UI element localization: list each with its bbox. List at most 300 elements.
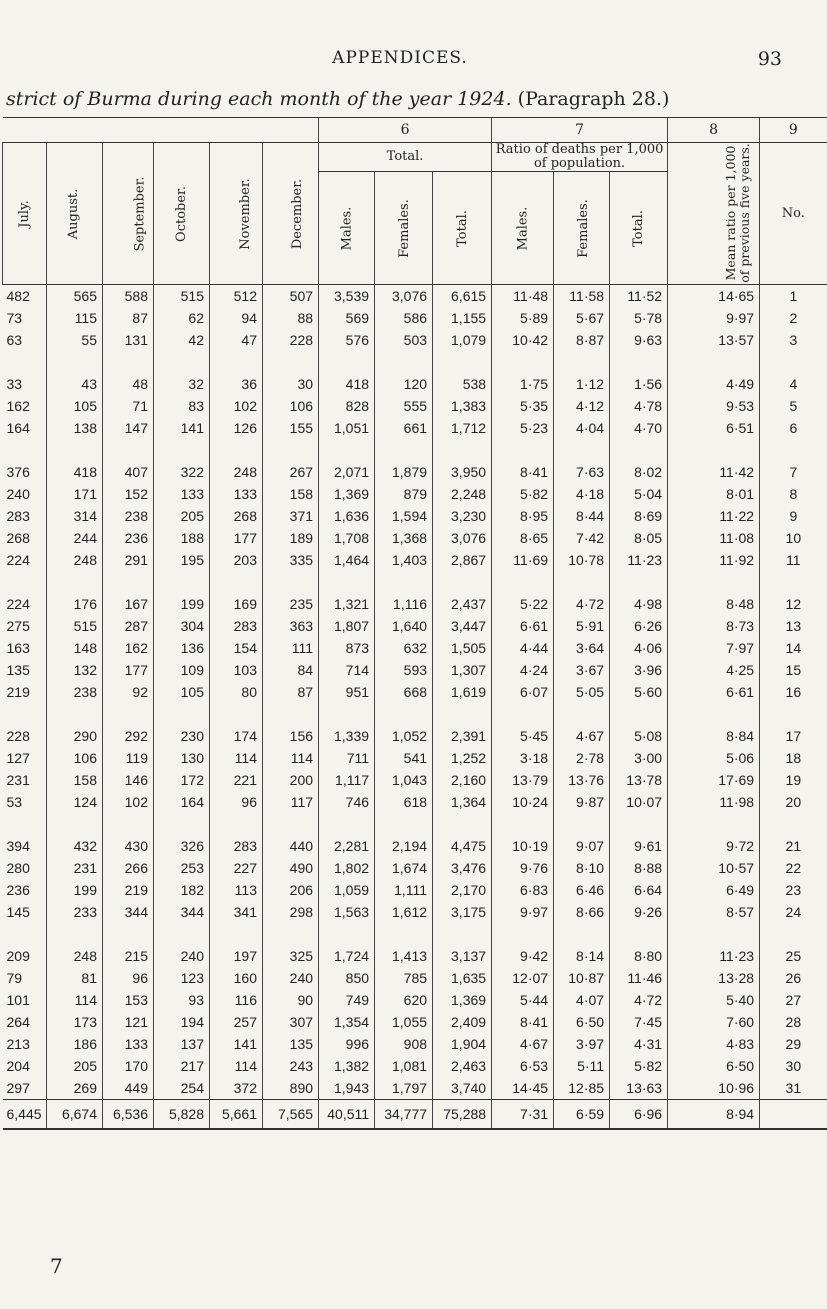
table-cell: 253 <box>154 857 210 879</box>
running-title: APPENDICES. <box>332 48 468 68</box>
total-females-header: Females. <box>375 172 433 285</box>
table-cell: 283 <box>210 615 263 637</box>
table-cell: 3,175 <box>433 901 492 923</box>
table-cell: 188 <box>154 527 210 549</box>
table-cell: 195 <box>154 549 210 571</box>
table-cell: 5·04 <box>610 483 668 505</box>
table-cell: 228 <box>263 329 319 351</box>
table-cell: 215 <box>103 923 154 967</box>
table-cell: 266 <box>103 857 154 879</box>
table-cell: 749 <box>319 989 375 1011</box>
table-cell: 515 <box>154 285 210 308</box>
table-cell: 6·46 <box>554 879 610 901</box>
table-cell: 1,807 <box>319 615 375 637</box>
total-males-header: Males. <box>319 172 375 285</box>
table-cell: 951 <box>319 681 375 703</box>
footer-mark: 7 <box>50 1254 63 1278</box>
table-row <box>3 1011 827 1033</box>
table-cell: 194 <box>154 1011 210 1033</box>
table-cell: 6 <box>760 417 827 439</box>
table-cell: 24 <box>760 901 827 923</box>
table-cell: 3,740 <box>433 1077 492 1100</box>
table-cell: 2,160 <box>433 769 492 791</box>
table-cell: 490 <box>263 857 319 879</box>
table-cell: 10·78 <box>554 549 610 571</box>
table-cell: 10·96 <box>668 1077 760 1100</box>
table-caption <box>6 88 669 110</box>
table-cell: 174 <box>210 703 263 747</box>
table-row <box>3 681 827 703</box>
table-cell: 248 <box>47 549 103 571</box>
table-cell: 9·53 <box>668 395 760 417</box>
table-cell: 1,382 <box>319 1055 375 1077</box>
table-cell: 283 <box>210 813 263 857</box>
table-cell: 7·31 <box>492 1100 554 1130</box>
table-cell: 1,368 <box>375 527 433 549</box>
table-cell: 114 <box>210 747 263 769</box>
table-cell: 4·07 <box>554 989 610 1011</box>
table-cell: 96 <box>210 791 263 813</box>
table-cell: 4·67 <box>492 1033 554 1055</box>
table-cell: 3,076 <box>433 527 492 549</box>
table-row <box>3 1033 827 1055</box>
table-cell: 199 <box>47 879 103 901</box>
table-cell: 1,354 <box>319 1011 375 1033</box>
table-cell: 1,563 <box>319 901 375 923</box>
table-cell: 10·24 <box>492 791 554 813</box>
table-cell: 4 <box>760 351 827 395</box>
table-cell: 394 <box>6 838 30 854</box>
table-cell: 2,463 <box>433 1055 492 1077</box>
column-number-9: 9 <box>760 118 827 143</box>
table-cell: 7 <box>760 439 827 483</box>
table-cell: 588 <box>103 285 154 308</box>
table-cell: 3·97 <box>554 1033 610 1055</box>
table-cell: 6·64 <box>610 879 668 901</box>
table-cell: 9·87 <box>554 791 610 813</box>
table-cell: 13·78 <box>610 769 668 791</box>
table-cell: 213 <box>6 1036 30 1052</box>
table-cell: 267 <box>263 439 319 483</box>
table-cell: 13 <box>760 615 827 637</box>
table-cell: 236 <box>6 882 30 898</box>
table-cell: 344 <box>103 901 154 923</box>
table-cell: 6·51 <box>668 417 760 439</box>
table-cell: 162 <box>103 637 154 659</box>
table-cell: 850 <box>319 967 375 989</box>
table-cell: 156 <box>263 703 319 747</box>
table-cell: 257 <box>210 1011 263 1033</box>
table-cell: 515 <box>47 615 103 637</box>
table-cell: 620 <box>375 989 433 1011</box>
table-body <box>3 285 827 1130</box>
table-cell: 47 <box>210 329 263 351</box>
table-cell: 221 <box>210 769 263 791</box>
table-cell: 275 <box>6 618 30 634</box>
table-cell: 102 <box>210 395 263 417</box>
table-cell: 186 <box>47 1033 103 1055</box>
table-cell: 7·63 <box>554 439 610 483</box>
table-row <box>3 395 827 417</box>
table-cell: 204 <box>6 1058 30 1074</box>
table-row <box>3 285 827 308</box>
table-cell: 135 <box>263 1033 319 1055</box>
caption-main: strict of Burma during each month of the year 1924. <box>6 88 512 110</box>
table-cell: 9·76 <box>492 857 554 879</box>
table-row <box>3 527 827 549</box>
table-cell: 5·45 <box>492 703 554 747</box>
table-cell: 6·61 <box>492 615 554 637</box>
table-cell: 182 <box>154 879 210 901</box>
table-cell: 111 <box>263 637 319 659</box>
table-cell: 5·08 <box>610 703 668 747</box>
table-cell: 264 <box>6 1014 30 1030</box>
table-cell: 8·80 <box>610 923 668 967</box>
column-number-7: 7 <box>492 118 668 143</box>
table-cell: 73 <box>6 310 23 326</box>
table-cell: 233 <box>47 901 103 923</box>
table-cell: 6,445 <box>3 1100 47 1130</box>
table-cell: 114 <box>47 989 103 1011</box>
table-cell: 17 <box>760 703 827 747</box>
table-cell: 1,383 <box>433 395 492 417</box>
table-cell: 5·67 <box>554 307 610 329</box>
table-cell: 120 <box>375 351 433 395</box>
table-cell: 141 <box>210 1033 263 1055</box>
table-cell: 163 <box>6 640 30 656</box>
table-cell: 1,321 <box>319 571 375 615</box>
table-cell: 13·63 <box>610 1077 668 1100</box>
table-cell: 280 <box>6 860 30 876</box>
table-cell: 2 <box>760 307 827 329</box>
table-cell: 363 <box>263 615 319 637</box>
table-cell: 101 <box>6 992 30 1008</box>
table-cell: 4·18 <box>554 483 610 505</box>
table-cell: 6·49 <box>668 879 760 901</box>
table-cell: 4·31 <box>610 1033 668 1055</box>
table-cell: 432 <box>47 813 103 857</box>
table-cell: 219 <box>103 879 154 901</box>
table-cell: 3·96 <box>610 659 668 681</box>
table-cell: 298 <box>263 901 319 923</box>
table-cell: 130 <box>154 747 210 769</box>
table-cell: 9·42 <box>492 923 554 967</box>
table-row <box>3 637 827 659</box>
totals-row <box>3 1100 827 1130</box>
table-cell: 1·56 <box>610 351 668 395</box>
table-cell: 1,724 <box>319 923 375 967</box>
table-cell: 1,708 <box>319 527 375 549</box>
table-cell: 11·48 <box>492 285 554 308</box>
table-cell: 7·97 <box>668 637 760 659</box>
monthly-deaths-table <box>2 117 827 1130</box>
table-cell: 155 <box>263 417 319 439</box>
table-cell: 1,116 <box>375 571 433 615</box>
table-row <box>3 505 827 527</box>
table-cell: 503 <box>375 329 433 351</box>
table-cell: 133 <box>210 483 263 505</box>
table-cell: 344 <box>154 901 210 923</box>
table-cell: 8·10 <box>554 857 610 879</box>
table-cell: 8·65 <box>492 527 554 549</box>
table-cell: 92 <box>103 681 154 703</box>
table-cell: 2,437 <box>433 571 492 615</box>
table-cell: 5·23 <box>492 417 554 439</box>
table-cell: 3·00 <box>610 747 668 769</box>
table-cell: 217 <box>154 1055 210 1077</box>
table-cell: 1,111 <box>375 879 433 901</box>
table-cell: 75,288 <box>433 1100 492 1130</box>
table-cell: 116 <box>210 989 263 1011</box>
table-cell: 236 <box>103 527 154 549</box>
table-cell: 123 <box>154 967 210 989</box>
table-cell: 114 <box>210 1055 263 1077</box>
table-cell: 3,950 <box>433 439 492 483</box>
table-cell: 10·19 <box>492 813 554 857</box>
table-cell: 10·57 <box>668 857 760 879</box>
table-cell: 8·95 <box>492 505 554 527</box>
table-cell: 132 <box>47 659 103 681</box>
table-cell: 2,409 <box>433 1011 492 1033</box>
table-cell: 2,248 <box>433 483 492 505</box>
table-cell: 5 <box>760 395 827 417</box>
table-cell: 3,539 <box>319 285 375 308</box>
table-cell: 3·64 <box>554 637 610 659</box>
table-cell: 31 <box>760 1077 827 1100</box>
table-cell: 13·57 <box>668 329 760 351</box>
table-cell: 440 <box>263 813 319 857</box>
table-cell: 115 <box>47 307 103 329</box>
table-cell: 1,043 <box>375 769 433 791</box>
table-cell: 205 <box>47 1055 103 1077</box>
table-cell: 14·45 <box>492 1077 554 1100</box>
table-cell: 555 <box>375 395 433 417</box>
table-cell: 1 <box>760 285 827 308</box>
table-cell: 11·23 <box>668 923 760 967</box>
table-cell: 40,511 <box>319 1100 375 1130</box>
table-cell: 6·59 <box>554 1100 610 1130</box>
table-cell: 133 <box>103 1033 154 1055</box>
table-cell: 16 <box>760 681 827 703</box>
table-cell: 268 <box>210 505 263 527</box>
table-cell: 197 <box>210 923 263 967</box>
table-cell: 96 <box>103 967 154 989</box>
table-cell: 79 <box>6 970 23 986</box>
table-cell: 6,536 <box>103 1100 154 1130</box>
table-cell: 199 <box>154 571 210 615</box>
table-row <box>3 967 827 989</box>
table-cell: 127 <box>6 750 30 766</box>
table-cell: 576 <box>319 329 375 351</box>
table-cell: 5·05 <box>554 681 610 703</box>
table-cell <box>760 1100 827 1130</box>
table-row <box>3 571 827 615</box>
table-cell: 62 <box>154 307 210 329</box>
table-cell: 11·92 <box>668 549 760 571</box>
table-cell: 80 <box>210 681 263 703</box>
table-cell: 102 <box>103 791 154 813</box>
table-cell: 5·40 <box>668 989 760 1011</box>
table-cell: 147 <box>103 417 154 439</box>
table-cell: 287 <box>103 615 154 637</box>
column-number-6: 6 <box>319 118 492 143</box>
table-cell: 290 <box>47 703 103 747</box>
table-cell: 219 <box>6 684 30 700</box>
table-cell: 1,802 <box>319 857 375 879</box>
table-cell: 88 <box>263 307 319 329</box>
table-cell: 1,369 <box>319 483 375 505</box>
table-cell: 1,059 <box>319 879 375 901</box>
table-row <box>3 439 827 483</box>
table-cell: 113 <box>210 879 263 901</box>
table-cell: 171 <box>47 483 103 505</box>
table-row <box>3 549 827 571</box>
table-cell: 1,052 <box>375 703 433 747</box>
table-row <box>3 703 827 747</box>
group-header-row <box>3 143 827 172</box>
table-cell: 482 <box>6 288 30 304</box>
table-cell: 7·45 <box>610 1011 668 1033</box>
table-cell: 4,475 <box>433 813 492 857</box>
statistics-table-wrapper <box>0 117 805 1130</box>
table-cell: 618 <box>375 791 433 813</box>
table-cell: 244 <box>47 527 103 549</box>
table-cell: 9·61 <box>610 813 668 857</box>
table-cell: 1·75 <box>492 351 554 395</box>
table-cell: 746 <box>319 791 375 813</box>
table-cell: 4·72 <box>554 571 610 615</box>
table-cell: 8·66 <box>554 901 610 923</box>
table-cell: 2,071 <box>319 439 375 483</box>
table-cell: 4·72 <box>610 989 668 1011</box>
table-cell: 6·83 <box>492 879 554 901</box>
table-cell: 668 <box>375 681 433 703</box>
table-cell: 2,194 <box>375 813 433 857</box>
table-row <box>3 879 827 901</box>
ratio-males-header: Males. <box>492 172 554 285</box>
table-cell: 55 <box>47 329 103 351</box>
table-row <box>3 615 827 637</box>
table-cell: 19 <box>760 769 827 791</box>
table-cell: 297 <box>6 1080 30 1096</box>
table-cell: 224 <box>6 552 30 568</box>
table-row <box>3 747 827 769</box>
table-cell: 14 <box>760 637 827 659</box>
table-cell: 5·44 <box>492 989 554 1011</box>
table-cell: 10·07 <box>610 791 668 813</box>
table-cell: 15 <box>760 659 827 681</box>
table-cell: 126 <box>210 417 263 439</box>
table-cell: 8·05 <box>610 527 668 549</box>
table-row <box>3 659 827 681</box>
month-header-september: September. <box>103 143 154 285</box>
table-cell: 372 <box>210 1077 263 1100</box>
table-row <box>3 351 827 395</box>
table-cell: 9·63 <box>610 329 668 351</box>
table-cell: 164 <box>154 791 210 813</box>
table-cell: 173 <box>47 1011 103 1033</box>
table-cell: 189 <box>263 527 319 549</box>
table-cell: 8·69 <box>610 505 668 527</box>
table-cell: 1,403 <box>375 549 433 571</box>
table-cell: 177 <box>210 527 263 549</box>
table-cell: 5·82 <box>610 1055 668 1077</box>
table-cell: 176 <box>47 571 103 615</box>
month-header-october: October. <box>154 143 210 285</box>
table-cell: 32 <box>154 351 210 395</box>
table-cell: 34,777 <box>375 1100 433 1130</box>
table-cell: 714 <box>319 659 375 681</box>
table-cell: 7·42 <box>554 527 610 549</box>
table-cell: 43 <box>47 351 103 395</box>
table-cell: 141 <box>154 417 210 439</box>
table-cell: 283 <box>6 508 30 524</box>
table-cell: 30 <box>760 1055 827 1077</box>
table-cell: 205 <box>154 505 210 527</box>
table-cell: 18 <box>760 747 827 769</box>
table-cell: 1,413 <box>375 923 433 967</box>
table-cell: 231 <box>47 857 103 879</box>
table-cell: 4·44 <box>492 637 554 659</box>
table-cell: 53 <box>6 794 23 810</box>
table-cell: 711 <box>319 747 375 769</box>
table-cell: 6·07 <box>492 681 554 703</box>
table-cell: 154 <box>210 637 263 659</box>
table-cell: 105 <box>154 681 210 703</box>
table-cell: 5,828 <box>154 1100 210 1130</box>
table-cell: 2,391 <box>433 703 492 747</box>
table-cell: 2,170 <box>433 879 492 901</box>
table-cell: 25 <box>760 923 827 967</box>
table-cell: 5·06 <box>668 747 760 769</box>
table-cell: 170 <box>103 1055 154 1077</box>
table-cell: 1,619 <box>433 681 492 703</box>
table-cell: 4·04 <box>554 417 610 439</box>
page-number: 93 <box>757 48 782 70</box>
table-cell: 307 <box>263 1011 319 1033</box>
table-cell: 908 <box>375 1033 433 1055</box>
table-cell: 1,464 <box>319 549 375 571</box>
table-cell: 304 <box>154 615 210 637</box>
table-cell: 13·79 <box>492 769 554 791</box>
table-cell: 4·67 <box>554 703 610 747</box>
table-cell: 36 <box>210 351 263 395</box>
month-header-july: July. <box>3 143 47 285</box>
table-cell: 593 <box>375 659 433 681</box>
table-cell: 10 <box>760 527 827 549</box>
table-cell: 1,252 <box>433 747 492 769</box>
table-cell: 172 <box>154 769 210 791</box>
table-cell: 632 <box>375 637 433 659</box>
no-header: No. <box>760 143 827 285</box>
table-cell: 8·94 <box>668 1100 760 1130</box>
ratio-group-header: Ratio of deaths per 1,000 of population. <box>492 143 668 172</box>
table-cell: 11·46 <box>610 967 668 989</box>
table-row <box>3 857 827 879</box>
table-cell: 1,051 <box>319 417 375 439</box>
table-cell: 248 <box>210 439 263 483</box>
table-cell: 146 <box>103 769 154 791</box>
table-cell: 1,505 <box>433 637 492 659</box>
total-total-header: Total. <box>433 172 492 285</box>
table-cell: 5·89 <box>492 307 554 329</box>
table-cell: 228 <box>6 728 30 744</box>
table-cell: 1,640 <box>375 615 433 637</box>
table-cell: 371 <box>263 505 319 527</box>
table-cell: 167 <box>103 571 154 615</box>
table-cell: 9·72 <box>668 813 760 857</box>
table-cell: 565 <box>47 285 103 308</box>
